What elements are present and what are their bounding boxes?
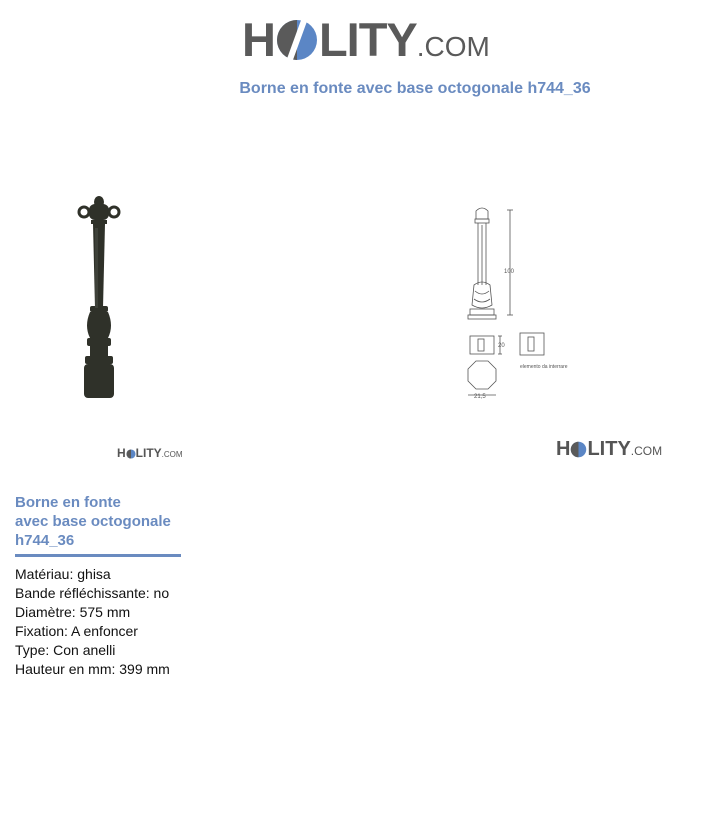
logo-letters-lity: LITY: [318, 13, 417, 66]
watermark-com: .COM: [630, 444, 663, 458]
product-specs: [15, 565, 170, 679]
product-title-line: h744_36: [15, 532, 75, 549]
spec-line: Matériau: ghisa: [15, 566, 111, 582]
title-divider: [15, 554, 181, 557]
spec-line: Fixation: A enfoncer: [15, 623, 138, 639]
watermark-o-icon: [126, 449, 136, 459]
watermark-h: H: [117, 446, 126, 460]
site-logo[interactable]: [242, 12, 490, 68]
watermark-lity: LITY: [587, 438, 631, 460]
technical-drawing: [462, 205, 582, 400]
logo-o-icon: [275, 18, 319, 62]
logo-letter-h: H: [242, 13, 275, 66]
watermark-lity: LITY: [135, 446, 162, 460]
watermark-com: .COM: [161, 450, 183, 459]
drawing-depth-label: 20: [498, 343, 505, 349]
drawing-width-label: 21,5: [474, 394, 486, 400]
spec-line: Hauteur en mm: 399 mm: [15, 661, 170, 677]
photo-watermark-logo: [117, 445, 183, 463]
watermark-h: H: [556, 438, 571, 460]
drawing-note: elemento da interrare: [520, 364, 568, 370]
drawing-height-label: 100: [504, 269, 515, 275]
spec-line: Bande réfléchissante: no: [15, 585, 170, 601]
drawing-watermark-logo: [556, 436, 662, 464]
watermark-o-icon: [570, 441, 587, 458]
product-title-line: Borne en fonte: [15, 494, 121, 511]
product-title-line: avec base octogonale: [15, 513, 171, 530]
bollard-photo: [76, 196, 122, 400]
logo-com: .COM: [416, 31, 490, 62]
product-title: [15, 493, 195, 550]
page-title: Borne en fonte avec base octogonale h744_36: [239, 80, 591, 97]
spec-line: Type: Con anelli: [15, 642, 116, 658]
spec-line: Diamètre: 575 mm: [15, 604, 131, 620]
